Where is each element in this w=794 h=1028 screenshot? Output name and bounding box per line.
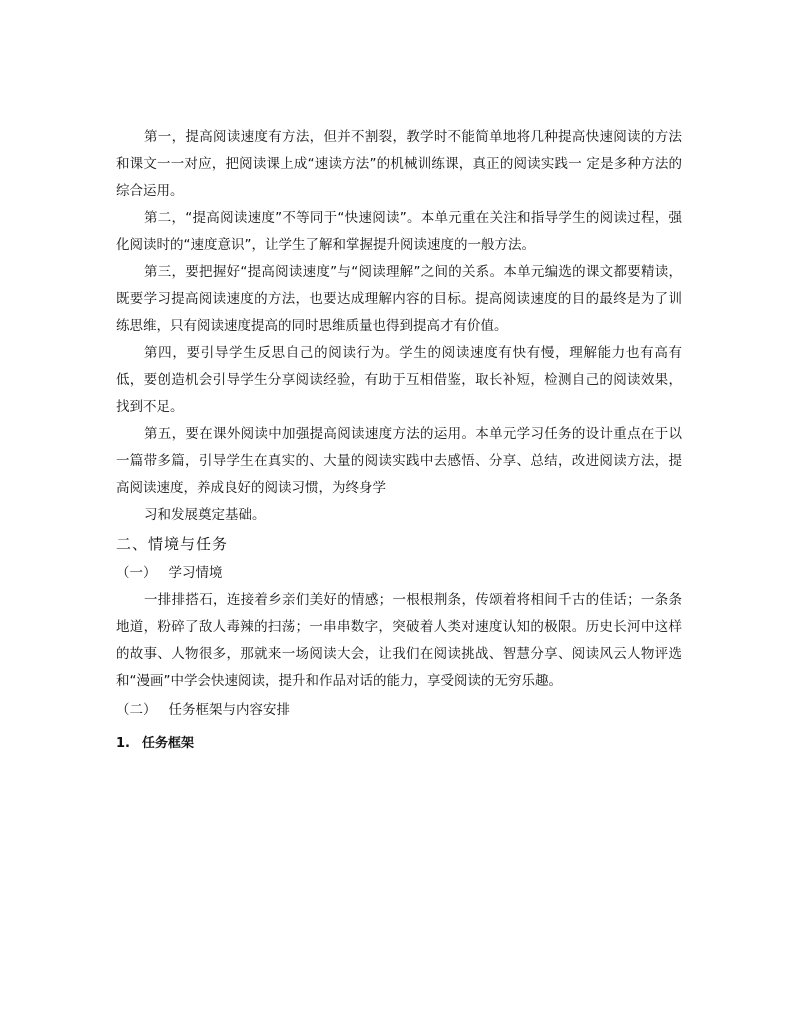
document-body [116,124,682,757]
item-number: 1. [116,736,130,751]
paragraph-third: 第三，要把握好“提高阅读速度”与“阅读理解”之间的关系。本单元编选的课文都要精读，既要学习提高阅读速度的方法，也要达成理解内容的目标。提高阅读速度的目的最终是为了训练思维，只有阅读速度提高的同时思维质量也得到提高才有价值。 [116,264,682,334]
subsection-title: 任务框架与内容安排 [168,702,290,718]
subsection-title: 学习情境 [168,565,223,581]
section-heading-situation-task: 二、情境与任务 [116,535,229,553]
paragraph-fifth: 第五，要在课外阅读中加强提高阅读速度方法的运用。本单元学习任务的设计重点在于以一篇带多篇，引导学生在真实的、大量的阅读实践中去感悟、分享、总结，改进阅读方法，提高阅读速度，养成良好的阅读习惯，为终身学 [116,426,682,496]
paragraph-situation: 一排排搭石，连接着乡亲们美好的情感；一根根荆条，传颂着将相间千古的佳话；一条条地道，粉碎了敌人毒辣的扫荡；一串串数字，突破着人类对速度认知的极限。历史长河中这样的故事、人物很多，那就来一场阅读大会，让我们在阅读挑战、智慧分享、阅读风云人物评选和“漫画”中学会快速阅读，提升和作品对话的能力，享受阅读的无穷乐趣。 [116,592,682,689]
subsection-heading-task-framework [116,697,682,724]
paragraph-fourth: 第四，要引导学生反思自己的阅读行为。学生的阅读速度有快有慢，理解能力也有高有低，要创造机会引导学生分享阅读经验，有助于互相借鉴，取长补短，检测自己的阅读效果，找到不足。 [116,345,682,415]
paragraph-first: 第一，提高阅读速度有方法，但并不割裂，教学时不能简单地将几种提高快速阅读的方法和课文一一对应，把阅读课上成“速读方法”的机械训练课，真正的阅读实践一 定是多种方法的综合运用。 [116,129,682,199]
subsection-number: （二） [116,702,157,718]
item-title: 任务框架 [141,736,194,751]
subsection-heading-learning-situation [116,560,682,587]
paragraph-fifth-continuation: 习和发展奠定基础。 [144,507,266,523]
subsection-number: （一） [116,565,157,581]
paragraph-second: 第二，“提高阅读速度”不等同于“快速阅读”。本单元重在关注和指导学生的阅读过程，强化阅读时的“速度意识”，让学生了解和掌握提升阅读速度的一般方法。 [116,210,682,253]
item-heading-task-framework [116,730,682,757]
